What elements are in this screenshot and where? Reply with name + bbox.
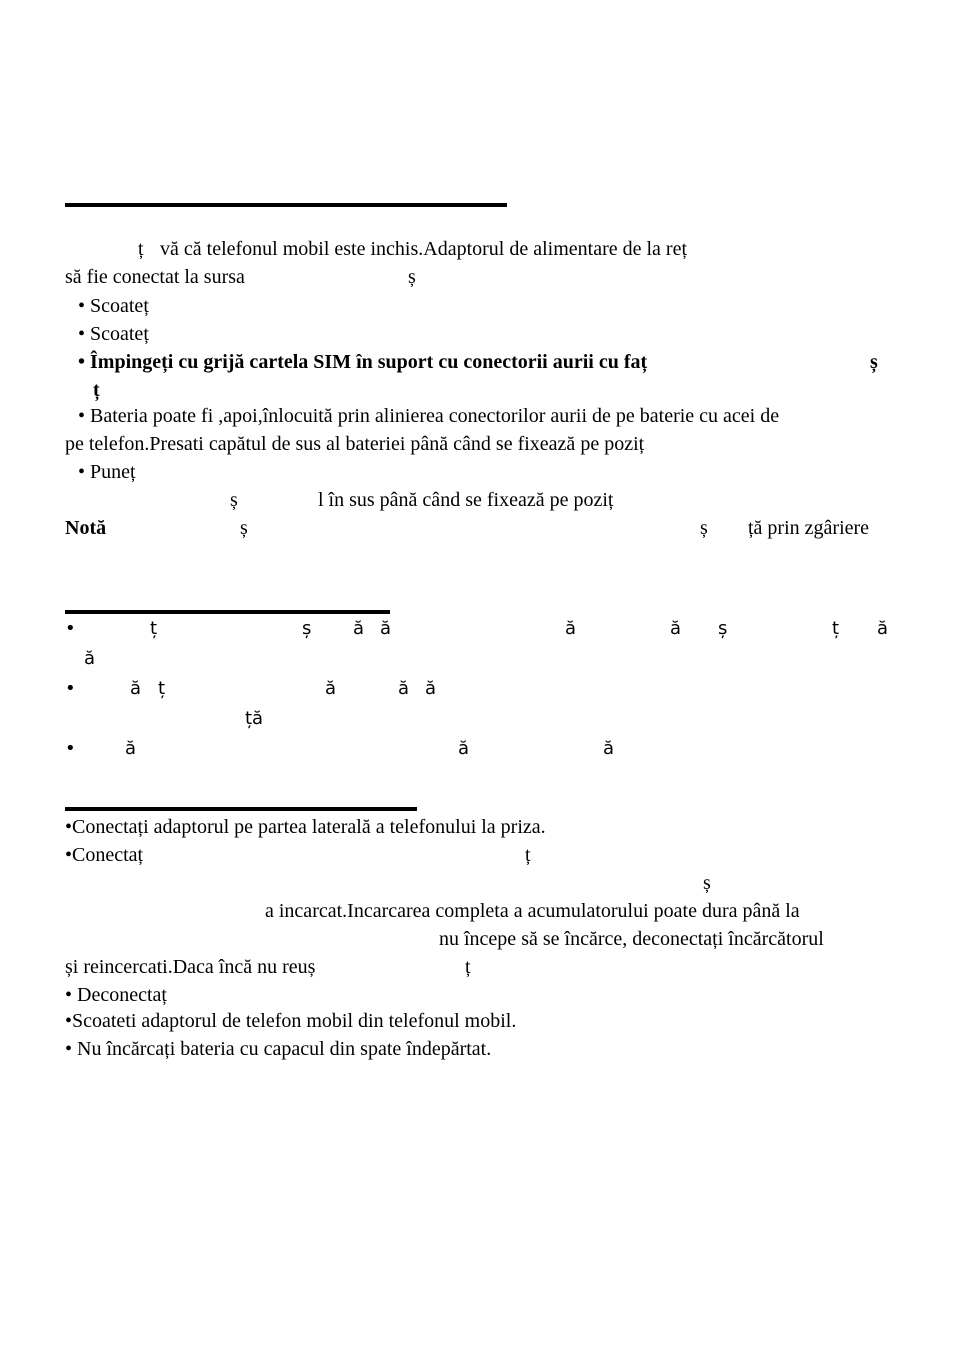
safety-text: ă (353, 618, 365, 639)
charge-text: •Conectaț (65, 844, 144, 866)
safety-text: ț (150, 618, 158, 639)
safety-text: ă (425, 678, 437, 699)
safety-text: ă (325, 678, 337, 699)
section2-rule (65, 610, 390, 614)
safety-text: ț (832, 618, 840, 639)
safety-text: ă (603, 738, 615, 759)
safety-text: ă (398, 678, 410, 699)
bullet-no-charge-without-cover: • Nu încărcați bateria cu capacul din spate îndepărtat. (65, 1038, 492, 1060)
safety-text: ă (458, 738, 470, 759)
charge-text: și reincercati.Daca încă nu reuș (65, 956, 316, 978)
safety-text: ă (130, 678, 142, 699)
safety-text: ș (302, 618, 312, 639)
cover-text: l în sus până când se fixează pe poziț (318, 489, 614, 511)
section1-rule (65, 203, 507, 207)
safety-text: ă (380, 618, 392, 639)
bullet-put-cover: • Puneț (78, 461, 136, 483)
note-text: ș (700, 517, 708, 539)
intro-text: vă că telefonul mobil este inchis.Adaptorul de alimentare de la reț (160, 238, 688, 260)
intro-text: ț (138, 238, 144, 260)
intro-text: ș (408, 266, 416, 288)
sim-instruction-text: ț (93, 379, 100, 401)
charge-text: a incarcat.Incarcarea completa a acumulatorului poate dura până la (265, 900, 800, 922)
safety-text: ș (718, 618, 728, 639)
safety-text: • (65, 738, 76, 759)
cover-text: ș (230, 489, 238, 511)
bullet-battery-line2: pe telefon.Presati capătul de sus al bateriei până când se fixează pe poziț (65, 433, 645, 455)
note-text: ță prin zgâriere (748, 517, 870, 539)
charge-text: ț (525, 844, 531, 866)
bullet-remove-adapter: •Scoateti adaptorul de telefon mobil din telefonul mobil. (65, 1010, 517, 1032)
safety-text: ă (670, 618, 682, 639)
charge-text: ț (465, 956, 471, 978)
safety-text: • (65, 618, 76, 639)
sim-instruction-text: ș (870, 351, 878, 373)
connect-adapter-line: •Conectați adaptorul pe partea laterală a telefonului la priza. (65, 816, 546, 838)
section3-rule (65, 807, 417, 811)
bullet-remove-battery: • Scoateț (78, 323, 149, 345)
intro-text: să fie conectat la sursa (65, 266, 245, 288)
charge-text: ș (703, 872, 711, 894)
bullet-battery-line1: • Bateria poate fi ,apoi,înlocuită prin alinierea conectorilor aurii de pe baterie cu acei de (78, 405, 780, 427)
safety-text: ț (158, 678, 166, 699)
bullet-remove-cover: • Scoateț (78, 295, 149, 317)
note-text: ș (240, 517, 248, 539)
safety-text: ță (245, 708, 264, 729)
sim-instruction-text: • Împingeți cu grijă cartela SIM în suport cu conectorii aurii cu faț (78, 351, 648, 373)
safety-text: ă (125, 738, 137, 759)
safety-text: ă (84, 648, 96, 669)
safety-text: ă (565, 618, 577, 639)
charge-text: nu începe să se încărce, deconectați încărcătorul (439, 928, 824, 950)
bullet-disconnect: • Deconectaț (65, 984, 167, 1006)
safety-text: • (65, 678, 76, 699)
safety-text: ă (877, 618, 889, 639)
note-text: Notă (65, 517, 107, 539)
